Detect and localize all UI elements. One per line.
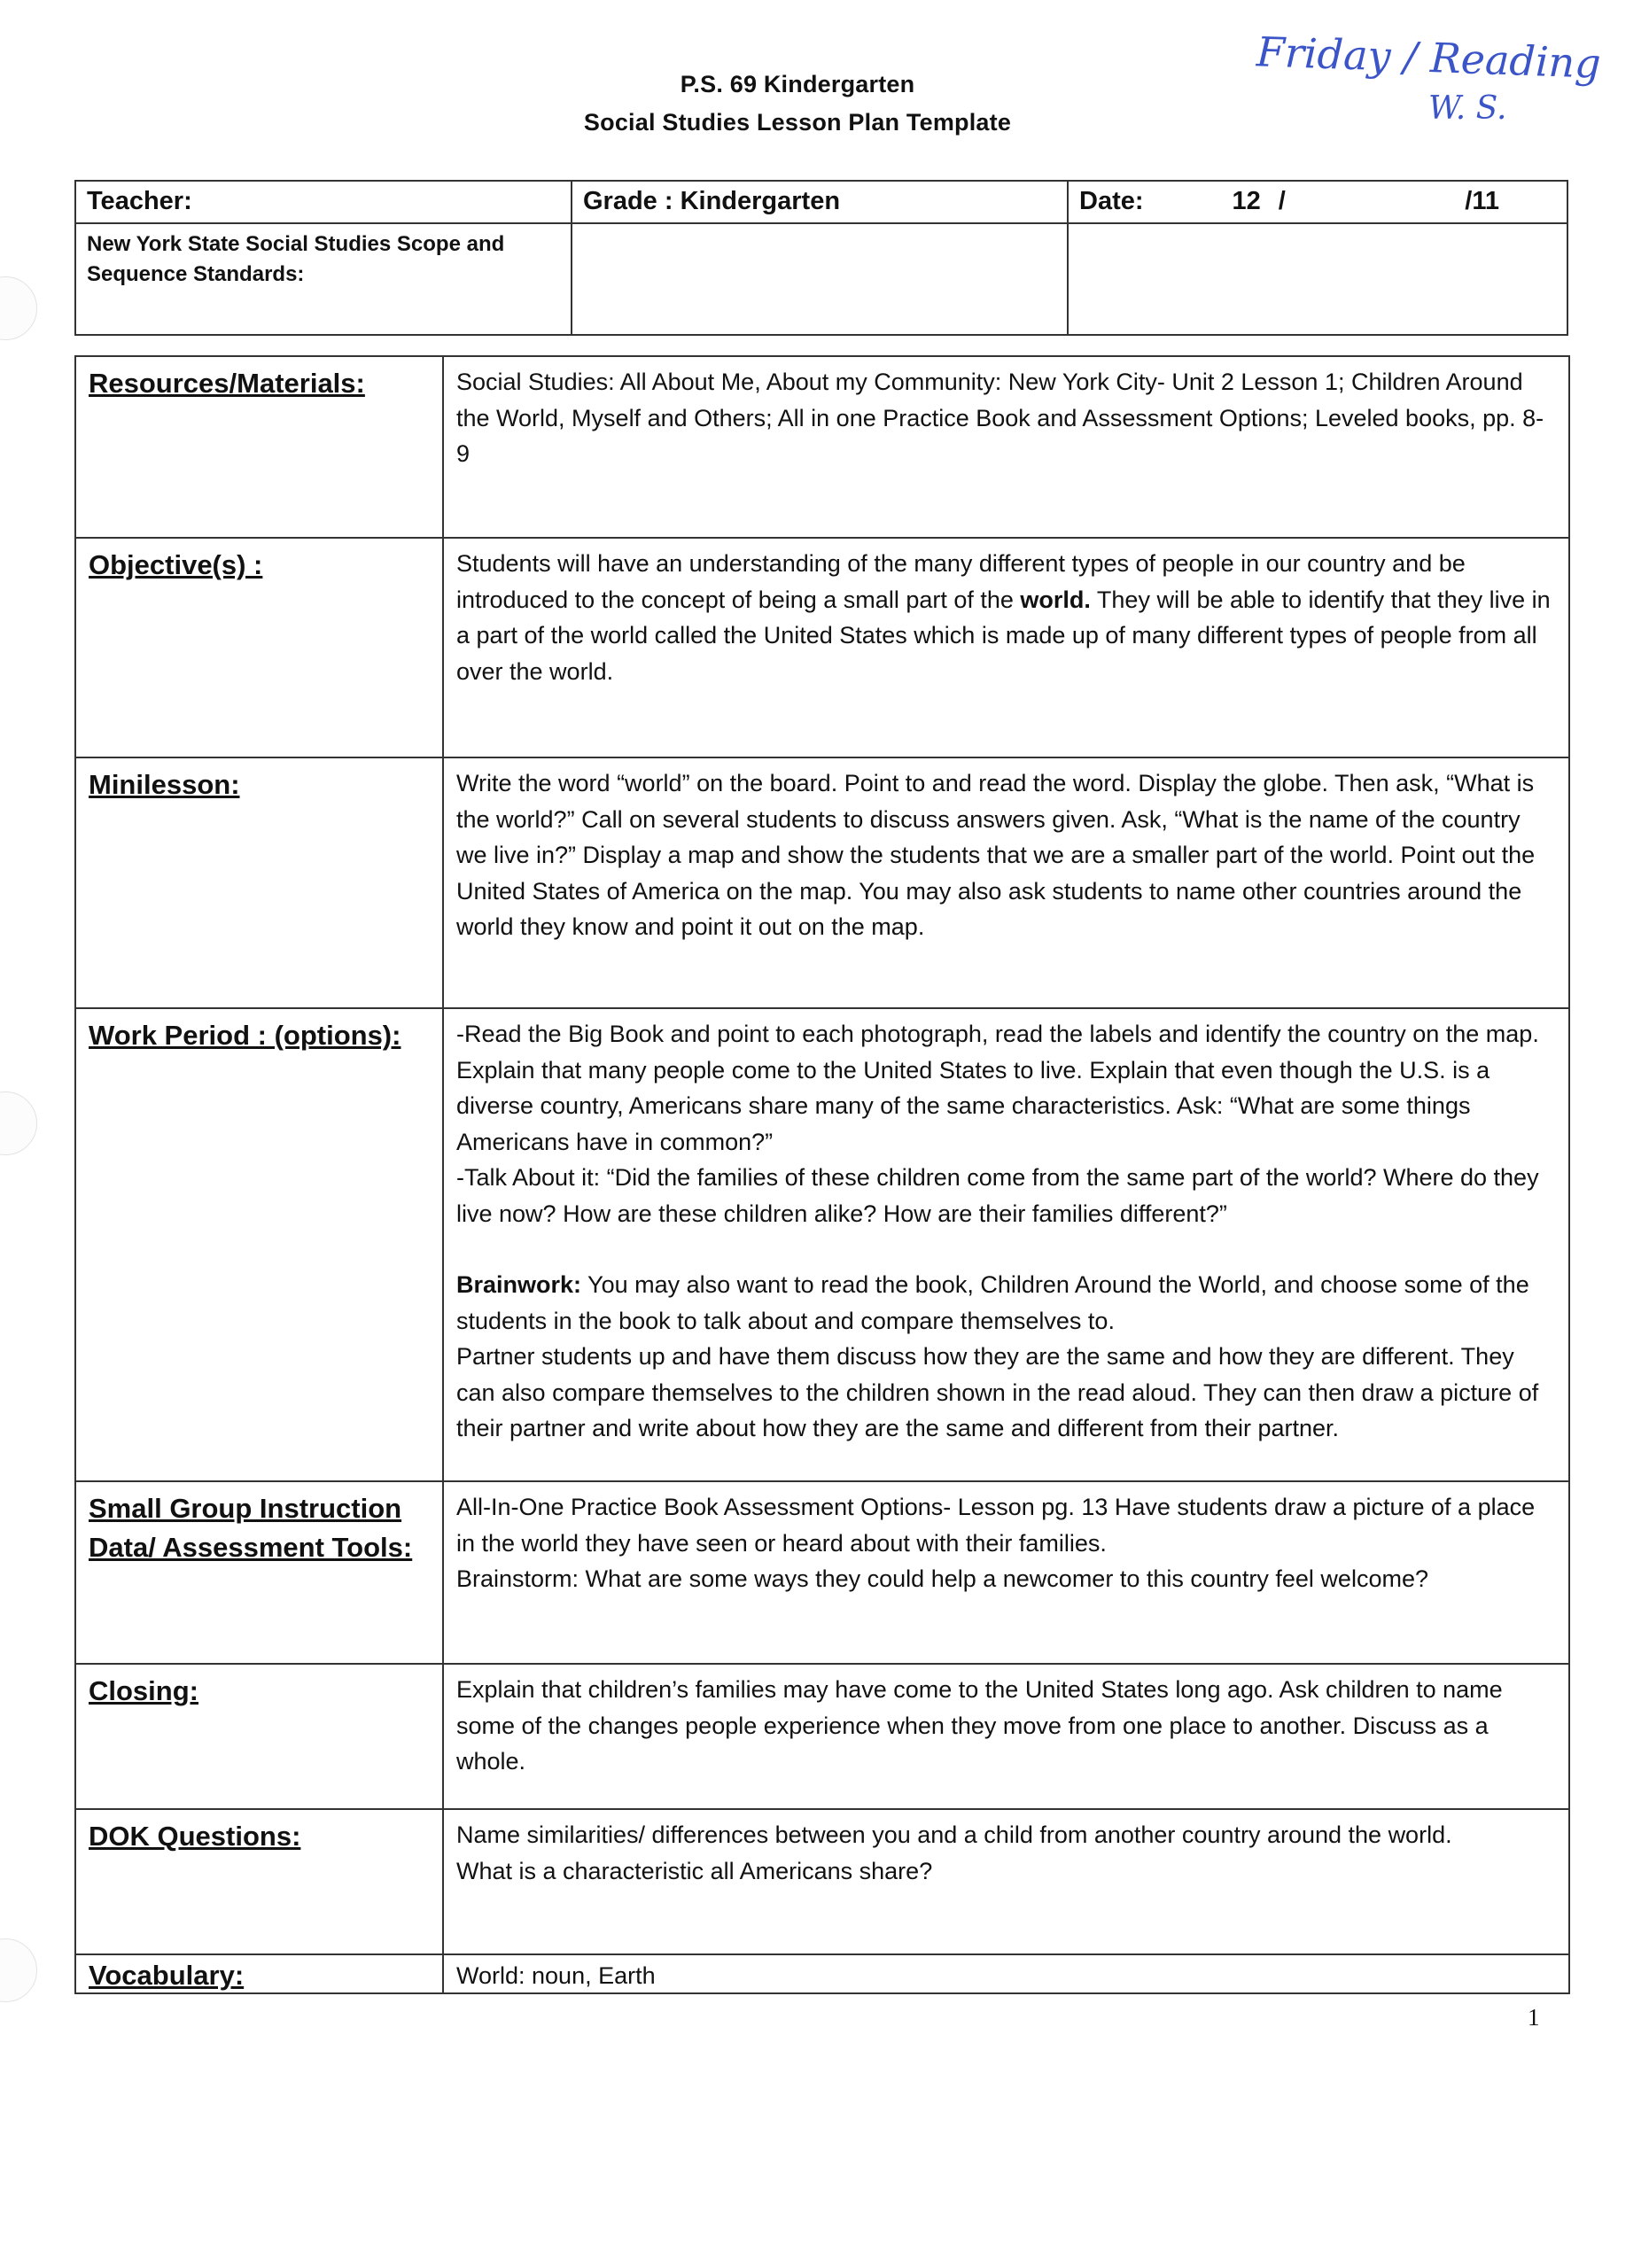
dok-label: DOK Questions:: [75, 1809, 443, 1954]
template-title: Social Studies Lesson Plan Template: [583, 109, 1012, 136]
date-year: /11: [1465, 187, 1499, 215]
punch-hole: [0, 276, 37, 340]
resources-row: [75, 356, 1569, 538]
small-group-label: [75, 1481, 443, 1664]
work-period-text: [443, 1008, 1569, 1481]
brainwork-para: [456, 1267, 1556, 1339]
work-period-label: Work Period : (options):: [75, 1008, 443, 1481]
grade-cell: [572, 181, 1068, 223]
standards-cell: [75, 223, 572, 335]
resources-label: Resources/Materials:: [75, 356, 443, 538]
small-group-label-line-1: Small Group Instruction: [89, 1493, 402, 1524]
header-info-table: [74, 180, 1568, 336]
punch-hole: [0, 1938, 37, 2002]
small-group-row: [75, 1481, 1569, 1664]
grade-label: Grade : Kindergarten: [583, 187, 841, 215]
handwritten-note: Friday / Reading: [1256, 27, 1602, 88]
dok-para-2: What is a characteristic all Americans share?: [456, 1857, 933, 1884]
vocabulary-text: World: noun, Earth: [443, 1954, 1569, 1993]
brainwork-label: Brainwork:: [456, 1271, 582, 1298]
work-period-para-1: -Read the Big Book and point to each photograph, read the labels and identify the country on the map. Explain that many people come to the United States to live. Explain that even though the U.S. is a diverse country, Americans share many of the same characteristics. Ask: “What are some things Americans have in common?”: [456, 1021, 1539, 1155]
punch-hole: [0, 1091, 37, 1155]
minilesson-label: Minilesson:: [75, 757, 443, 1008]
page-number: 1: [1528, 2004, 1540, 2031]
standards-blank-cell: [572, 223, 1068, 335]
objectives-label: Objective(s) :: [75, 538, 443, 757]
dok-para-1: Name similarities/ differences between you and a child from another country around the world.: [456, 1821, 1452, 1848]
date-separator: /: [1278, 187, 1286, 215]
minilesson-text: Write the word “world” on the board. Point to and read the word. Display the globe. Then ask, “What is the world?” Call on several students to discuss answers given. Ask, “What is the name of the country we live in?” Display a map and show the students that we are a smaller part of the world. Point out the United States of America on the map. You may also ask students to name other countries around the world they know and point it out on the map.: [443, 757, 1569, 1008]
standards-label: New York State Social Studies Scope and Sequence Standards:: [87, 232, 505, 286]
small-group-label-line-2: Data/ Assessment Tools:: [89, 1532, 413, 1563]
dok-text: [443, 1809, 1569, 1954]
vocabulary-row: [75, 1954, 1569, 1993]
small-group-para-2: Brainstorm: What are some ways they could help a newcomer to this country feel welcome?: [456, 1565, 1428, 1592]
closing-label: Closing:: [75, 1664, 443, 1809]
work-period-para-3: Partner students up and have them discuss how they are the same and how they are different. They can also compare themselves to the children shown in the read aloud. They can then draw a picture of their partner and write about how they are the same and different from their partner.: [456, 1343, 1539, 1441]
standards-blank-cell-2: [1068, 223, 1567, 335]
date-cell: [1068, 181, 1567, 223]
handwritten-note-2: W. S.: [1428, 90, 1507, 127]
school-title: P.S. 69 Kindergarten: [680, 71, 915, 97]
objectives-text-a: Students will have an understanding of the many different types of people in our country and be introduced to the concept of being a small part of the: [456, 550, 1466, 613]
objectives-text: [443, 538, 1569, 757]
small-group-para-1: All-In-One Practice Book Assessment Options- Lesson pg. 13 Have students draw a picture of a place in the world they have seen or heard about with their families.: [456, 1494, 1536, 1557]
brainwork-text: You may also want to read the book, Children Around the World, and choose some of the students in the book to talk about and compare themselves to.: [456, 1271, 1529, 1334]
objectives-text-b: They will be able to identify that they live in a part of the world called the United States which is made up of many different types of people from all over the world.: [456, 586, 1551, 685]
dok-row: [75, 1809, 1569, 1954]
closing-row: [75, 1664, 1569, 1809]
small-group-text: [443, 1481, 1569, 1664]
teacher-label: Teacher:: [87, 187, 192, 215]
objectives-row: [75, 538, 1569, 757]
teacher-cell: [75, 181, 572, 223]
vocabulary-label: Vocabulary:: [75, 1954, 443, 1993]
work-period-row: [75, 1008, 1569, 1481]
work-period-para-2: -Talk About it: “Did the families of these children come from the same part of the world? Where do they live now? How are these children alike? How are their families different?”: [456, 1164, 1539, 1227]
closing-text: Explain that children’s families may have come to the United States long ago. Ask children to name some of the changes people experience when they move from one place to another. Discuss as a whole.: [443, 1664, 1569, 1809]
resources-text: Social Studies: All About Me, About my Community: New York City- Unit 2 Lesson 1; Children Around the World, Myself and Others; All in one Practice Book and Assessment Options; Leveled books, pp. 8-9: [443, 356, 1569, 538]
date-label: Date:: [1079, 187, 1144, 215]
lesson-plan-table: [74, 355, 1570, 1994]
date-month: 12: [1232, 187, 1261, 215]
minilesson-row: [75, 757, 1569, 1008]
objectives-bold-word: world.: [1020, 586, 1091, 613]
